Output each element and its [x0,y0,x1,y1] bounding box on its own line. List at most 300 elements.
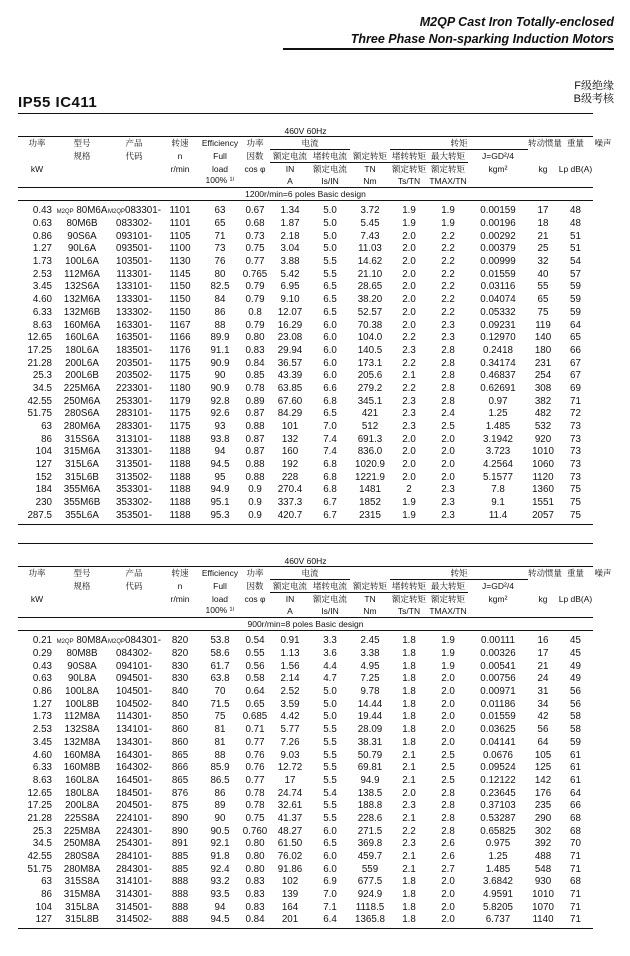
header-cell: kg [538,163,548,174]
table-cell: 142 [534,774,552,786]
table-cell: 0.43 [32,205,52,217]
table-cell: 2.0 [441,901,455,913]
table-row [18,458,613,471]
table-cell: 89.9 [210,332,230,344]
table-cell: 0.04141 [480,736,516,748]
header-cell: 最大转矩 [428,150,468,163]
table-cell: 0.87 [245,446,265,458]
table-cell: 6.8 [323,471,337,483]
code-header: 产品 [125,138,143,149]
table-cell: 63 [41,876,52,888]
header-cell: 规格 [73,151,91,161]
table-cell: 90 [214,812,226,824]
table-cell: 1.8 [402,736,416,748]
supply-frequency: 460V 60Hz [18,555,593,567]
table-row [18,888,613,901]
table-cell: 2.0 [441,724,455,736]
table-cell: 164302- [116,762,152,774]
table-cell: 7.0 [323,889,337,901]
table-cell: 0.760 [242,825,268,837]
table-cell: 2.0 [441,698,455,710]
table-cell: 71 [570,889,581,901]
table-cell: 0.77 [245,256,265,268]
table-cell: 2.2 [441,281,455,293]
table-cell: 2.18 [280,230,300,242]
table-cell: 2.2 [441,268,455,280]
table-cell: 2.0 [441,446,455,458]
table-cell: 0.88 [245,421,265,433]
table-cell: 34.5 [32,382,52,394]
table-cell: 12.65 [27,332,52,344]
table-cell: 6.0 [323,851,337,863]
table-cell: 100L6A [65,256,99,268]
table-cell: 2.0 [402,230,416,242]
table-cell: 6.95 [280,281,300,293]
table-cell: 313101- [116,433,152,445]
table-cell: 0.80 [245,851,265,863]
table-row [18,344,613,357]
table-cell: 63 [214,205,226,217]
table-cell: 25.3 [32,825,52,837]
table-cell: 90L6A [67,243,97,255]
table-cell: 70 [570,838,581,850]
table-cell: 421 [361,408,379,420]
table-cell: 1101 [169,218,191,230]
table-cell: 1101 [169,205,191,217]
table-row [18,331,613,344]
table-cell: 4.7 [323,673,337,685]
table-cell: 0.43 [32,660,52,672]
table-cell: 283101- [116,408,152,420]
table-row [18,698,613,711]
table-cell: 1150 [169,306,191,318]
table-cell: 94 [214,901,226,913]
table-cell: 2.2 [441,230,455,242]
table-cell: 2.45 [360,635,380,647]
table-cell: 160L8A [65,774,99,786]
table-cell: 1020.9 [355,459,385,471]
table-cell: 0.765 [242,268,268,280]
header-cell: 额定转矩 [430,594,465,604]
header-cell: Is/IN [321,605,339,616]
table-cell: 0.80 [245,332,265,344]
table-row [18,914,613,927]
efficiency-header: Efficiency [201,568,239,579]
table-cell: 3.88 [280,256,300,268]
table-cell: 094101- [116,660,152,672]
table-cell: 840 [171,686,189,698]
table-cell: 132M8A [63,736,101,748]
table-cell: 2.0 [402,281,416,293]
table-cell: 5.5 [323,774,337,786]
table-cell: 58 [570,711,581,723]
table-cell: 225M8A [63,825,101,837]
table-cell: 6.0 [323,357,337,369]
table-cell: 14.44 [357,698,383,710]
table-cell: 5.5 [323,762,337,774]
table-cell: 173.1 [357,357,383,369]
table-cell: 3.38 [360,648,380,660]
table-cell: 204501- [116,800,152,812]
table-cell: 0.54 [245,635,265,647]
table-cell: 66 [570,800,581,812]
table-cell: 17 [537,205,549,217]
table-cell: 1010 [532,889,554,901]
table-cell: 2.1 [402,812,416,824]
table-cell: 51.75 [27,408,52,420]
table-cell: 4.60 [32,749,52,761]
table-cell: 104 [35,901,52,913]
table-cell: 0.65 [245,698,265,710]
table-cell: 2.0 [441,471,455,483]
table-row [18,876,613,889]
table-cell: 91.86 [277,863,303,875]
table-cell: 6.0 [323,344,337,356]
table-cell: 71 [570,851,581,863]
table-cell: 88 [214,749,226,761]
table-row [18,850,613,863]
table-cell: 6.4 [323,914,337,926]
torque-group-header: 转矩 [390,567,528,580]
table-cell: 94 [214,446,226,458]
table-cell: 2.0 [441,686,455,698]
table-cell: 0.78 [245,787,265,799]
table-cell: 0.79 [245,281,265,293]
table-cell: 2.14 [280,673,300,685]
table-cell: 188.8 [357,800,383,812]
code-value: 084301- [125,635,161,647]
table-cell: 2.0 [441,459,455,471]
table-cell: 0.62691 [480,382,516,394]
table-cell: 180L8A [65,787,99,799]
table-cell: 73 [214,243,226,255]
table-cell: 31 [537,686,549,698]
table-cell: 0.88 [245,459,265,471]
table-cell: 0.63 [32,673,52,685]
table-cell: 0.78 [245,382,265,394]
table-row [18,281,613,294]
table-cell: 0.975 [485,838,511,850]
table-cell: 127 [35,459,52,471]
table-cell: 2.3 [402,838,416,850]
table-cell: 2.2 [402,357,416,369]
table-cell: 73 [570,433,581,445]
table-cell: 0.80 [245,838,265,850]
header-blank [56,175,108,187]
table-cell: 6.8 [323,459,337,471]
table-row [18,293,613,306]
table-cell: 6.737 [485,914,511,926]
current-group-header: 电流 [270,567,350,580]
table-cell: 0.00971 [480,686,516,698]
table-cell: 315L8A [65,901,99,913]
table-row [18,369,613,382]
table-cell: 73 [570,421,581,433]
table-cell: 95.3 [210,509,230,521]
table-row [18,761,613,774]
table-cell: 6.6 [323,382,337,394]
table-cell: 21 [537,230,549,242]
table-cell: 90S8A [67,660,97,672]
table-cell: 101 [281,421,299,433]
table-cell: 860 [171,736,189,748]
table-cell: 51.75 [27,863,52,875]
table-cell: 254 [534,370,552,382]
table-cell: 0.58 [245,673,265,685]
table-cell: 4.2564 [483,459,513,471]
table-cell: 61 [570,762,581,774]
table-cell: 3.1942 [483,433,513,445]
table-cell: 160M8B [63,762,101,774]
table-cell: 71 [570,395,581,407]
supply-frequency: 460V 60Hz [18,125,593,137]
table-cell: 0.01186 [480,698,516,710]
table-cell: 48.27 [277,825,303,837]
table-cell: 63 [41,421,52,433]
header-cell: 额定转矩 [350,580,390,593]
table-cell: 459.7 [357,851,383,863]
table-cell: 61.7 [210,660,230,672]
table-cell: 17 [537,648,549,660]
table-cell: 2.2 [441,294,455,306]
table-cell: 0.79 [245,319,265,331]
table-cell: 2.3 [402,421,416,433]
table-cell: 1150 [169,281,191,293]
table-cell: 6.33 [32,762,52,774]
table-cell: 7.43 [360,230,380,242]
table-row [18,496,613,509]
table-cell: 81 [214,724,226,736]
table-cell: 920 [534,433,552,445]
table-cell: 3.45 [32,281,52,293]
table-cell: 0.68 [245,218,265,230]
table-cell: 850 [171,711,189,723]
table-row [18,471,613,484]
table-cell: 56 [537,724,549,736]
table-cell: 1.485 [485,421,511,433]
table-row [18,774,613,787]
table-cell: 0.64 [245,686,265,698]
table-cell: 84.29 [277,408,303,420]
table-cell: 1180 [169,382,191,394]
table-cell: 1188 [169,471,191,483]
table-cell: 71 [214,230,226,242]
table-cell: 1188 [169,433,191,445]
table-row [18,205,613,218]
table-cell: 91.8 [210,851,230,863]
table-cell: 45 [570,648,581,660]
table-cell: 65 [214,218,226,230]
header-cell: TMAX/TN [429,605,467,616]
table-top-rule [18,544,593,556]
table-cell: 28.65 [357,281,383,293]
table-cell: 2 [406,484,412,496]
table-cell: 68 [570,825,581,837]
header-gap [350,137,390,150]
speed-header: 转速 [171,568,189,579]
table-cell: 314502- [116,914,152,926]
table-cell: 58 [570,724,581,736]
weight-header: 重量 [566,568,584,579]
table-cell: 203502- [116,370,152,382]
table-cell: 0.2418 [483,344,513,356]
table-cell: 2.0 [402,243,416,255]
table-cell: 18 [537,218,549,230]
table-cell: 2.4 [441,408,455,420]
header-blank [108,163,160,176]
table-cell: 0.83 [245,901,265,913]
table-cell: 133302- [116,306,152,318]
table-cell: 9.10 [280,294,300,306]
table-cell: 19.44 [357,711,383,723]
table-cell: 1150 [169,294,191,306]
header-blank [160,605,200,617]
table-cell: 2.2 [441,306,455,318]
table-cell: 6.5 [323,838,337,850]
table-cell: 3.04 [280,243,300,255]
table-cell: 103501- [116,256,152,268]
table-cell: 1140 [532,914,554,926]
table-cell: 104 [35,446,52,458]
table-cell: 184 [35,484,52,496]
table-cell: 56 [570,686,581,698]
table-cell: 160 [281,446,299,458]
table-cell: 1188 [169,459,191,471]
table-cell: 2.0 [402,256,416,268]
table-cell: 16.29 [277,319,303,331]
table-cell: 24.74 [277,787,303,799]
table-cell: 2.2 [441,256,455,268]
table-cell: 280S6A [64,408,100,420]
table-cell: 1.8 [402,648,416,660]
table-cell: 201 [281,914,299,926]
table-cell: 0.00196 [480,218,516,230]
table-cell: 93.5 [210,889,230,901]
table-cell: 1.73 [32,256,52,268]
table-cell: 25.3 [32,370,52,382]
table-cell: 1060 [532,459,554,471]
table-cell: 86.5 [210,774,230,786]
table-cell: 0.01559 [480,711,516,723]
table-cell: 1120 [532,471,554,483]
table-cell: 1.9 [402,205,416,217]
table-row [18,230,613,243]
table-row [18,306,613,319]
table-cell: 95 [214,471,226,483]
table-cell: 2.1 [402,370,416,382]
header-cell: 堵转转矩 [391,581,426,591]
table-cell: 127 [35,914,52,926]
table-cell: 1118.5 [355,901,385,913]
table-cell: 1145 [169,268,191,280]
table-cell: 860 [171,724,189,736]
table-cell: 89 [214,800,226,812]
header-cell: load [211,163,229,174]
table-cell: 1.8 [402,635,416,647]
table-cell: 0.12122 [480,774,516,786]
table-cell: 200L6A [65,357,99,369]
table-cell: 6.0 [323,370,337,382]
table-cell: 4.60 [32,294,52,306]
table-cell: 12.72 [277,762,303,774]
table-cell: 67 [570,370,581,382]
table-cell: 865 [171,774,189,786]
header-cell: cos φ [244,163,266,174]
table-cell: 48 [570,205,581,217]
table-cell: 890 [171,825,189,837]
table-cell: 42 [537,711,549,723]
table-cell: 84 [214,294,226,306]
table-cell: 0.77 [245,736,265,748]
header-blank [18,580,56,593]
header-rule [283,48,614,50]
table-row [18,255,613,268]
table-cell: 2.0 [441,736,455,748]
table-cell: 315S6A [64,433,100,445]
header-cell: TN [364,594,376,604]
table-cell: 3.3 [323,635,337,647]
table-cell: 55 [537,281,549,293]
table-cell: 890 [171,812,189,824]
header-cell: kgm² [488,163,508,174]
table-cell: 48 [570,218,581,230]
header-cell: TN [364,164,376,174]
table-cell: 6.0 [323,825,337,837]
table-cell: 3.59 [280,698,300,710]
header-blank [558,150,593,163]
table-cell: 7.1 [323,901,337,913]
table-cell: 836.0 [357,446,383,458]
header-cell: 额定电流 [270,580,310,593]
table-cell: 2.3 [441,497,455,509]
table-cell: 42.55 [27,395,52,407]
table-cell: 353302- [116,497,152,509]
table-cell: 64 [570,319,581,331]
code-prefix: M2QP [108,209,126,216]
table-cell: 114301- [116,711,152,723]
table-cell: 355M6A [63,484,101,496]
table-cell: 083302- [116,218,152,230]
table-cell: 0.84 [245,357,265,369]
table-cell: 2.5 [441,762,455,774]
table-cell: 420.7 [277,509,303,521]
table-cell: 1852 [359,497,381,509]
table-cell: 6.9 [323,876,337,888]
table-cell: 2.6 [441,851,455,863]
table-cell: 1166 [169,332,191,344]
table-cell: 7.8 [491,484,505,496]
table-cell: 102 [281,876,299,888]
table-cell: 283301- [116,421,152,433]
table-row [18,484,613,497]
table-row [18,685,613,698]
table-cell: 2.3 [402,800,416,812]
table-cell: 3.72 [360,205,380,217]
table-cell: 72 [570,408,581,420]
header-blank [160,175,200,187]
table-cell: 160L6A [65,332,99,344]
table-cell: 125 [534,762,552,774]
table-cell: 14.62 [357,256,383,268]
header-cell: Nm [363,605,377,616]
table-cell: 0.75 [245,243,265,255]
table-cell: 0.46837 [480,370,516,382]
table-cell: 2.2 [441,243,455,255]
table-cell: 1176 [169,344,191,356]
header-blank [18,150,56,163]
table-cell: 6.5 [323,408,337,420]
spec-table-8-poles [18,543,613,929]
